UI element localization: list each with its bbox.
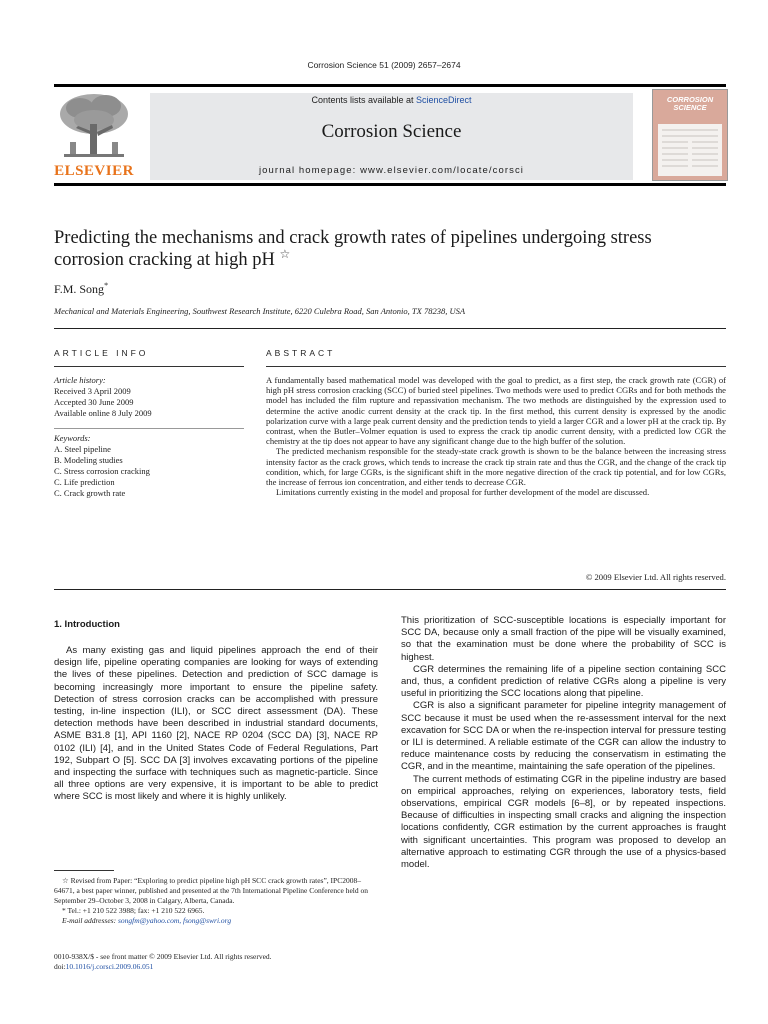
- footnote-rule: [54, 870, 114, 871]
- doi-label: doi:: [54, 962, 66, 971]
- abstract-bottom-rule: [54, 589, 726, 590]
- author-text: F.M. Song: [54, 282, 105, 296]
- body-paragraph: The current methods of estimating CGR in the pipeline industry are based on empirical approaches, relying on experiences, laboratory tests, field observations, empirical CGR models [6–8], or by repeated inspections. Because of difficulties in inspecting small cracks and aligning the inspection locations confidently, CGR estimation by the current approaches is fraught with significant uncertainties. This program was proposed to develop an alternative approach to estimating CGR through the use of a physics-based model.: [401, 773, 726, 871]
- affiliation-rule: [54, 328, 726, 329]
- abstract-body: [266, 375, 726, 497]
- article-history: [54, 375, 244, 419]
- abstract-copyright: © 2009 Elsevier Ltd. All rights reserved.: [585, 572, 726, 582]
- abstract-paragraph: The predicted mechanism responsible for the steady-state crack growth is shown to be the balance between the increasing stress intensity factor as the crack grows, which tends to increase the crack tip strain rate and thus the CGR, and the change of the crack tip condition, which, for large CGRs, is the significant shift in the more negative direction of the crack tip potential, and for low CGRs, the increase of ferrous ion concentration, and either tends to decrease CGR.: [266, 446, 726, 488]
- footnotes: [54, 876, 378, 926]
- cover-page-icon: [658, 124, 722, 176]
- journal-title: Corrosion Science: [321, 121, 462, 142]
- section-heading-introduction: 1. Introduction: [54, 619, 120, 630]
- accepted-date: Accepted 30 June 2009: [54, 397, 134, 407]
- elsevier-wordmark: ELSEVIER: [54, 163, 134, 179]
- online-date: Available online 8 July 2009: [54, 408, 152, 418]
- email-label: E-mail addresses:: [62, 916, 118, 925]
- sciencedirect-link[interactable]: ScienceDirect: [416, 95, 472, 105]
- article-info-label: ARTICLE INFO: [54, 348, 149, 358]
- journal-header-box: [150, 93, 633, 180]
- contents-prefix: Contents lists available at: [311, 95, 417, 105]
- cover-title: CORROSION SCIENCE: [666, 95, 714, 112]
- footnote-emails: [54, 916, 378, 926]
- keyword-item: C. Life prediction: [54, 477, 115, 487]
- abstract-rule: [266, 366, 726, 367]
- header-bottom-rule: [54, 183, 726, 186]
- received-date: Received 3 April 2009: [54, 386, 131, 396]
- body-paragraph: CGR is also a significant parameter for pipeline integrity management of SCC because it must be used when the re-assessment interval for the next excavation for SCC DA or when the re-inspection interval for pressure testing or ILI is determined. A reliable estimate of the CGR can allow the industry to reduce maintenance costs by reducing the conservatism in estimating the CGR, and in the meantime, maintaining the safe operation of the pipelines.: [401, 700, 726, 773]
- footnote-contact: * Tel.: +1 210 522 3988; fax: +1 210 522 6965.: [62, 906, 205, 915]
- body-paragraph: As many existing gas and liquid pipelines approach the end of their design life, pipeline operating companies are looking for ways of extending the lives of these pipelines. Detection and prediction of SCC damage is becoming increasingly more important to ensure the pipeline safety. Detection of stress corrosion cracks can be accomplished with pressure testing, in-line inspection (ILI), or SCC direct assessment (DA). These detection methods have been described in industrial standard documents, ASME B31.8 [1], API 1160 [2], NACE RP 0204 (SCC DA) [3], NACE RP 0102 (ILI) [4], and in the United States Code of Federal Regulations, Part 192, Subpart O [5]. SCC DA [3] involves excavating portions of the pipeline and inspecting the surface with techniques such as magnetic-particle. Since all three options are very expensive, it is important to be able to predict where SCC is most likely and where it is highly unlikely.: [54, 645, 378, 803]
- journal-citation: Corrosion Science 51 (2009) 2657–2674: [307, 60, 461, 70]
- contents-available-line: [150, 95, 633, 105]
- keyword-item: A. Steel pipeline: [54, 444, 111, 454]
- keywords-block: [54, 433, 244, 499]
- elsevier-tree-icon: [54, 90, 134, 162]
- author-footnote-mark: *: [104, 281, 109, 290]
- issn-line: 0010-938X/$ - see front matter © 2009 Elsevier Ltd. All rights reserved.: [54, 952, 272, 961]
- history-label: Article history:: [54, 375, 106, 385]
- keywords-label: Keywords:: [54, 433, 91, 443]
- body-paragraph: This prioritization of SCC-susceptible locations is especially important for SCC DA, because only a small fraction of the pipe will be visually examined, so that the examination must be done where the probability of SCC is highest.: [401, 615, 726, 663]
- header-top-rule: [54, 84, 726, 87]
- keyword-item: C. Crack growth rate: [54, 488, 126, 498]
- journal-cover-thumbnail[interactable]: [652, 89, 728, 181]
- email-links[interactable]: songfm@yahoo.com, fsong@swri.org: [117, 916, 232, 925]
- abstract-paragraph: Limitations currently existing in the model and proposal for further development of the model are discussed.: [276, 487, 650, 498]
- article-title-text: Predicting the mechanisms and crack growth rates of pipelines undergoing stress corrosion cracking at high pH: [54, 228, 652, 270]
- journal-homepage[interactable]: journal homepage: www.elsevier.com/locate/corsci: [258, 165, 525, 176]
- elsevier-logo[interactable]: [54, 90, 134, 182]
- doi-link[interactable]: 10.1016/j.corsci.2009.06.051: [65, 962, 154, 971]
- intro-right-column: [401, 615, 726, 871]
- keywords-rule: [54, 428, 244, 429]
- doi-line: [54, 962, 272, 972]
- author-name[interactable]: [54, 281, 108, 297]
- footnote-revised: ☆ Revised from Paper: “Exploring to predict pipeline high pH SCC crack growth rates”, IPC2008–64671, a best paper winner, published and presented at the 7th International Pipeline Conference held on September 29–October 3, 2008 in Calgary, Alberta, Canada.: [54, 876, 368, 905]
- article-info-rule: [54, 366, 244, 367]
- issn-doi-block: [54, 952, 272, 972]
- keyword-item: B. Modeling studies: [54, 455, 123, 465]
- keyword-item: C. Stress corrosion cracking: [54, 466, 150, 476]
- intro-left-column: [54, 645, 378, 804]
- body-paragraph: CGR determines the remaining life of a pipeline section containing SCC and, thus, a confident prediction of relative CGRs along a pipeline is very useful in prioritizing the SCC locations along that pipeline.: [401, 663, 726, 700]
- author-affiliation: Mechanical and Materials Engineering, Southwest Research Institute, 6220 Culebra Road, San Antonio, TX 78238, USA: [54, 306, 466, 316]
- abstract-paragraph: A fundamentally based mathematical model was developed with the goal to predict, as a first step, the crack growth rate (CGR) of high pH stress corrosion cracking (SCC) of buried steel pipelines. Two methods were used to predict CGRs and for both methods the model has included the film rupture and repassivation mechanism. The two methods are distinguished by the expression used to determine the active anodic current density at the crack tip. In the first method, this current density is expressed by the anodic polarization curve with a large peak current density and the prediction tends to yield a larger CGR and a lower pH at the crack tip. By contrast, when the Butler–Volmer equation is used to express the crack tip anodic current density, with a predicted low CGR the chemistry at the tip does not appear to have any significant change due to the high buffer of the solution.: [266, 375, 726, 447]
- abstract-label: ABSTRACT: [266, 348, 336, 358]
- title-footnote-mark[interactable]: ☆: [279, 246, 291, 261]
- article-title: [54, 227, 714, 271]
